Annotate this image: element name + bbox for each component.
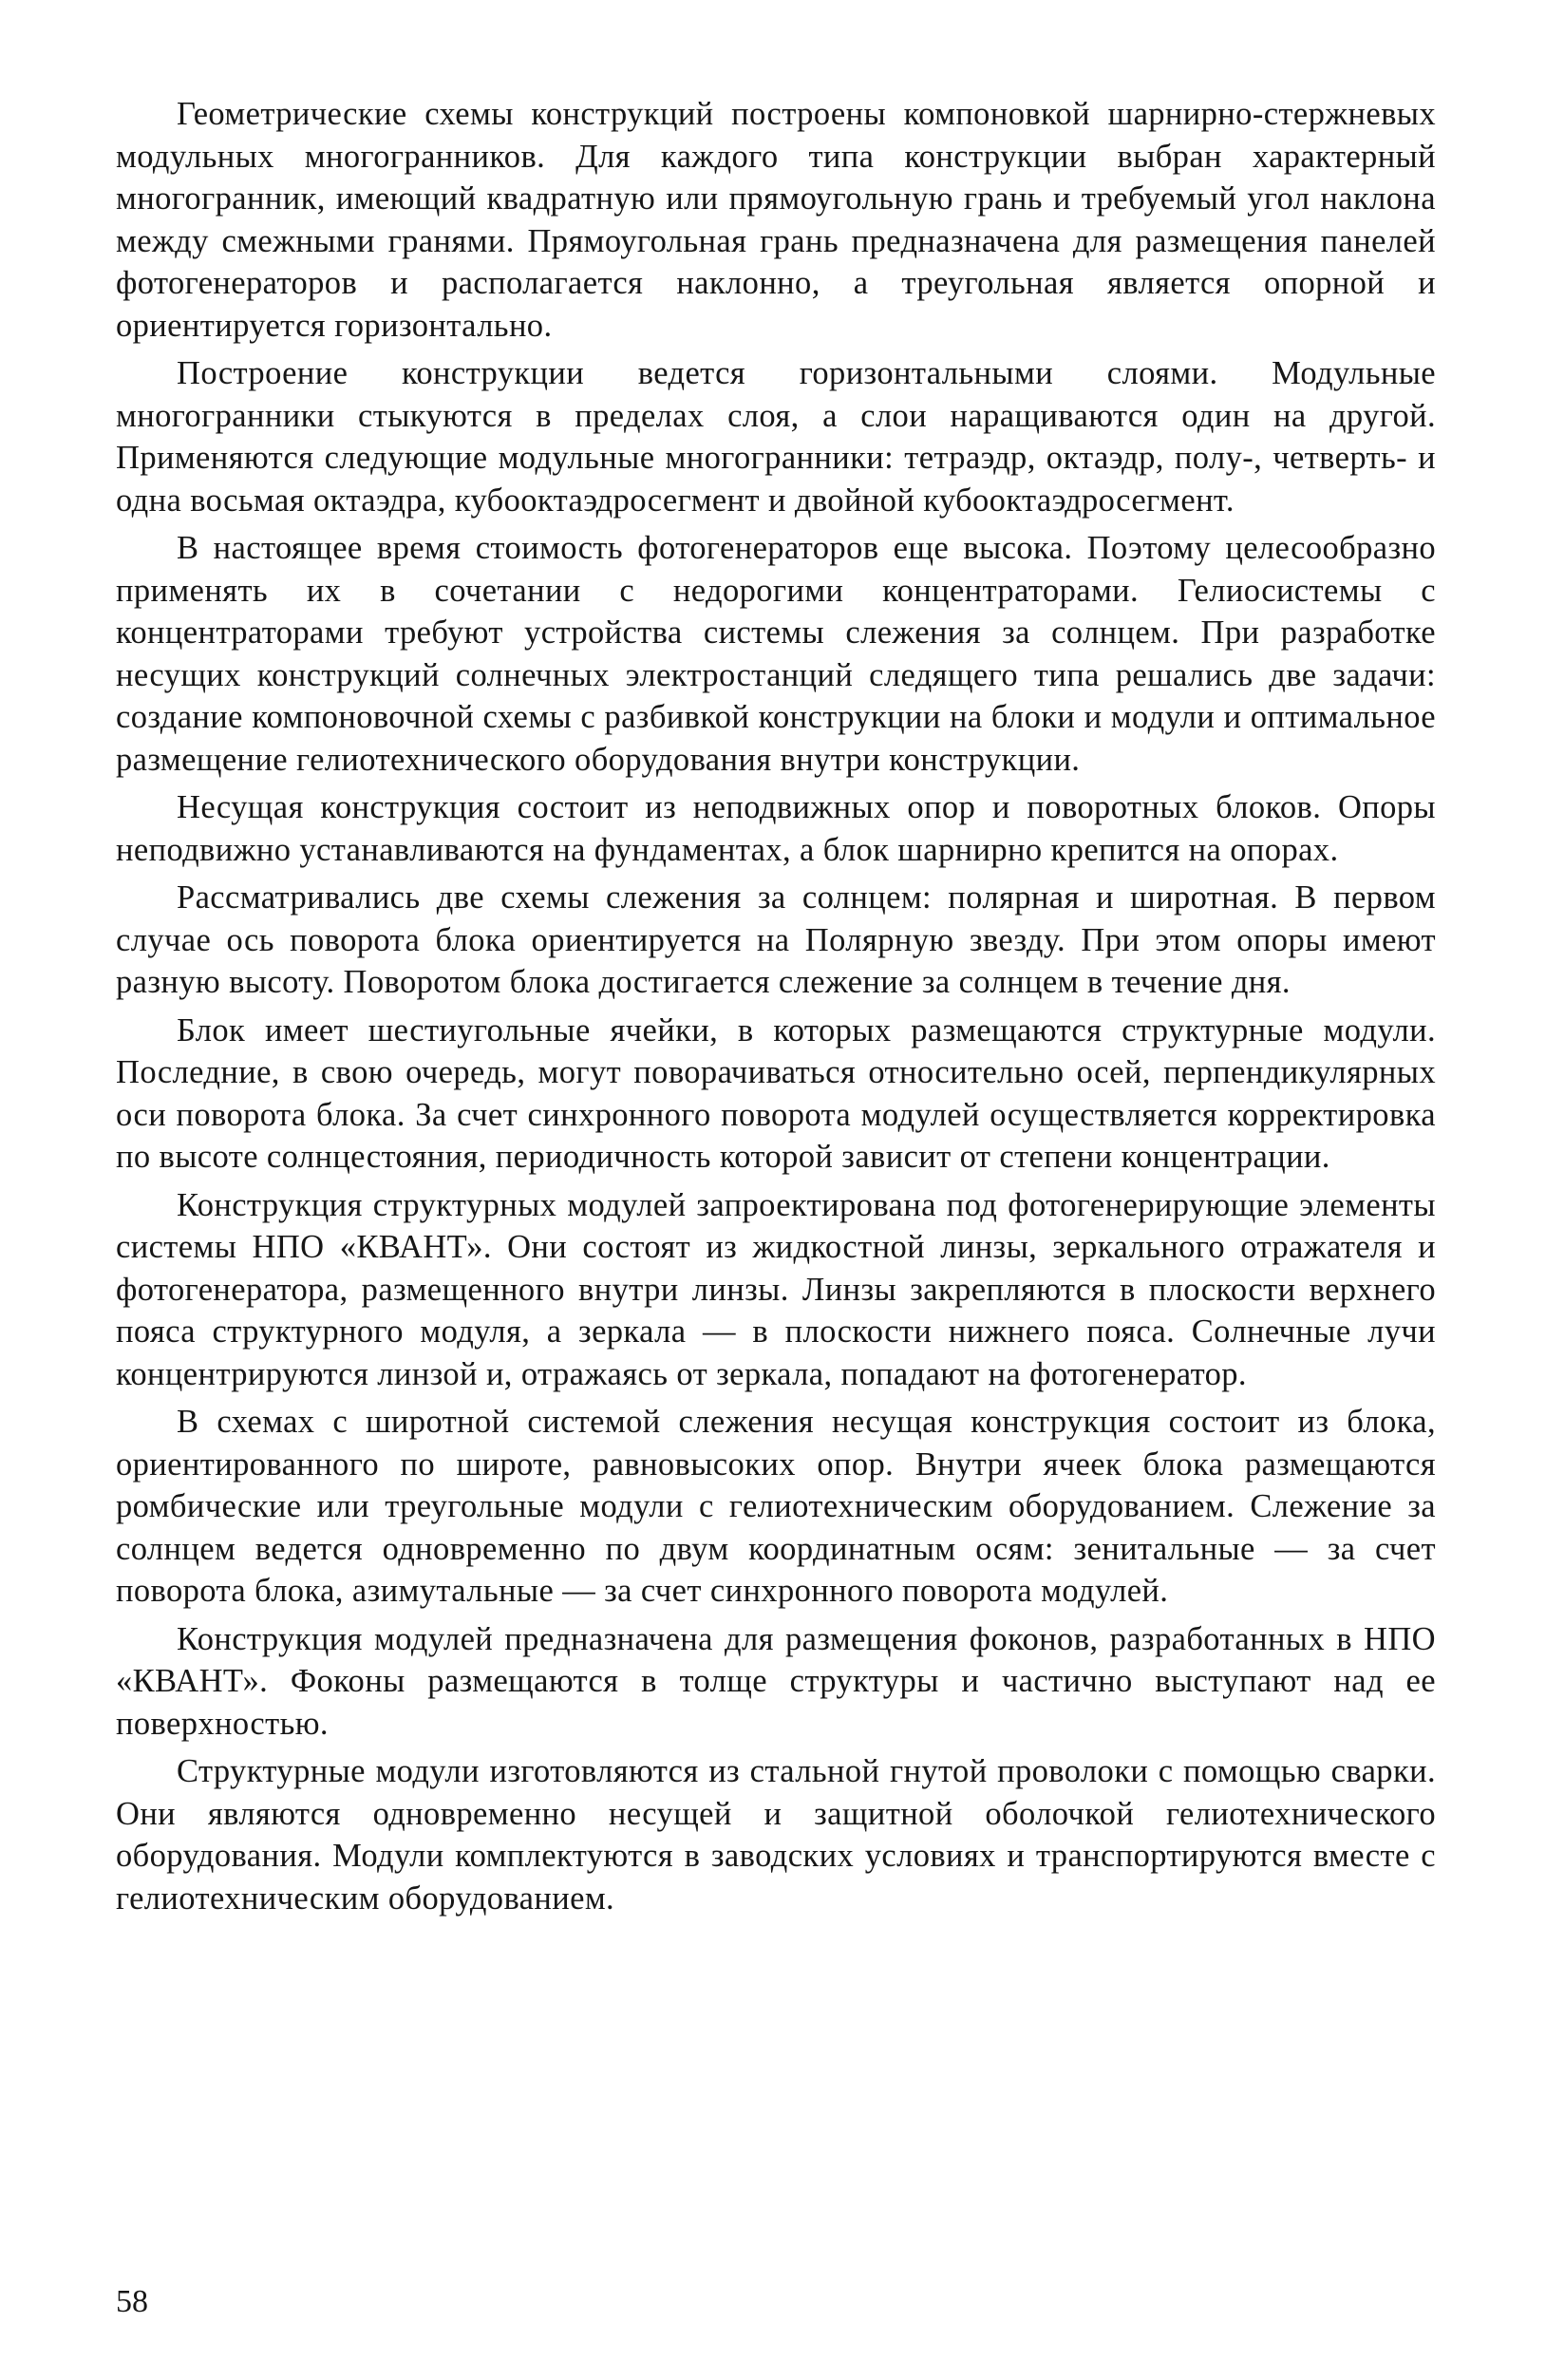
paragraph-6: Блок имеет шестиугольные ячейки, в которых размещаются структурные модули. Последние, в свою очередь, могут поворачиваться относительно осей, перпендикулярных оси поворота блока. За счет синхронного поворота модулей осуществляется корректировка по высоте солнцестояния, периодичность которой зависит от степени концентрации. bbox=[116, 1011, 1436, 1175]
paragraph-1: Геометрические схемы конструкций построены компоновкой шарнирно-стержневых модульных многогранников. Для каждого типа конструкции выбран характерный многогранник, имеющий квадратную или прямоугольную грань и требуемый угол наклона между смежными гранями. Прямоугольная грань предназначена для размещения панелей фотогенераторов и располагается наклонно, а треугольная является опорной и ориентируется горизонтально. bbox=[116, 96, 1436, 344]
paragraph-9: Конструкция модулей предназначена для размещения фоконов, разработанных в НПО «КВАНТ». Фоконы размещаются в толще структуры и частично выступают над ее поверхностью. bbox=[116, 1620, 1436, 1742]
paragraph-8: В схемах с широтной системой слежения несущая конструкция состоит из блока, ориентированного по широте, равновысоких опор. Внутри ячеек блока размещаются ромбические или треугольные модули с гелиотехническим оборудованием. Слежение за солнцем ведется одновременно по двум координатным осям: зенитальные — за счет поворота блока, азимутальные — за счет синхронного поворота модулей. bbox=[116, 1404, 1436, 1609]
paragraph-4: Несущая конструкция состоит из неподвижных опор и поворотных блоков. Опоры неподвижно устанавливаются на фундаментах, а блок шарнирно крепится на опорах. bbox=[116, 789, 1436, 868]
paragraph-5: Рассматривались две схемы слежения за солнцем: полярная и широтная. В первом случае ось поворота блока ориентируется на Полярную звезду. При этом опоры имеют разную высоту. Поворотом блока достигается слежение за солнцем в течение дня. bbox=[116, 879, 1436, 1000]
paragraph-2: Построение конструкции ведется горизонтальными слоями. Модульные многогранники стыкуются в пределах слоя, а слои наращиваются один на другой. Применяются следующие модульные многогранники: тетраэдр, октаэдр, полу-, четверть- и одна восьмая октаэдра, кубооктаэдросегмент и двойной кубооктаэдросегмент. bbox=[116, 355, 1436, 519]
page-number: 58 bbox=[116, 2284, 148, 2319]
paragraph-7: Конструкция структурных модулей запроектирована под фотогенерирующие элементы системы НПО «КВАНТ». Они состоят из жидкостной линзы, зеркального отражателя и фотогенератора, размещенного внутри линзы. Линзы закрепляются в плоскости верхнего пояса структурного модуля, а зеркала — в плоскости нижнего пояса. Солнечные лучи концентрируются линзой и, отражаясь от зеркала, попадают на фотогенератор. bbox=[116, 1186, 1436, 1392]
page-body bbox=[116, 93, 1436, 1925]
paragraph-10: Структурные модули изготовляются из стальной гнутой проволоки с помощью сварки. Они являются одновременно несущей и защитной оболочкой гелиотехнического оборудования. Модули комплектуются в заводских условиях и транспортируются вместе с гелиотехническим оборудованием. bbox=[116, 1753, 1436, 1917]
paragraph-3: В настоящее время стоимость фотогенераторов еще высока. Поэтому целесообразно применять их в сочетании с недорогими концентраторами. Гелиосистемы с концентраторами требуют устройства системы слежения за солнцем. При разработке несущих конструкций солнечных электростанций следящего типа решались две задачи: создание компоновочной схемы с разбивкой конструкции на блоки и модули и оптимальное размещение гелиотехнического оборудования внутри конструкции. bbox=[116, 530, 1436, 778]
